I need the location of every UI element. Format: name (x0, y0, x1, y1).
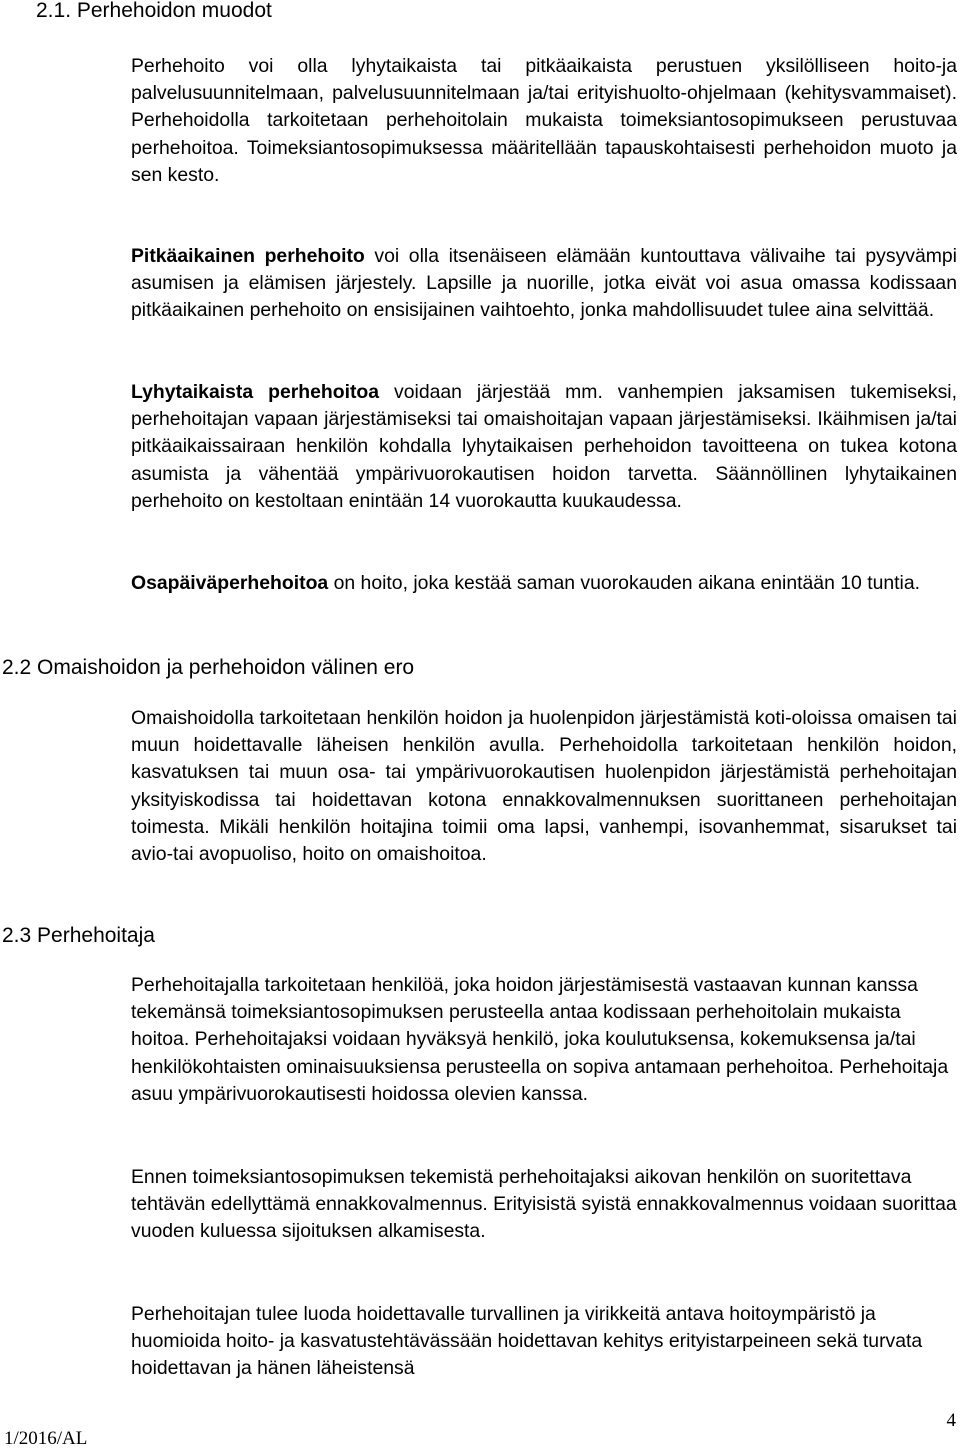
paragraph-hoitoymparisto: Perhehoitajan tulee luoda hoidettavalle turvallinen ja virikkeitä antava hoitoympäristö ja huomioida hoito- ja kasvatustehtävässään hoidettavan kehitys erityistarpeineen sekä turvata hoidettavan ja hänen läheistensä (131, 1303, 923, 1380)
term-pitkaaikainen: Pitkäaikainen perhehoito (131, 245, 365, 267)
paragraph-ennakkovalmennus: Ennen toimeksiantosopimuksen tekemistä perhehoitajaksi aikovan henkilön on suoritettava tehtävän edellyttämä ennakkovalmennus. Erityisistä syistä ennakkovalmennus voidaan suorittaa vuoden kuluessa sijoituksen alkamisesta. (131, 1166, 957, 1243)
term-lyhytaikainen: Lyhytaikaista perhehoitoa (131, 381, 380, 403)
paragraph-pitkaaikainen (131, 243, 957, 325)
section-heading-2-3: 2.3 Perhehoitaja (2, 924, 155, 947)
paragraph-omaishoito-ero: Omaishoidolla tarkoitetaan henkilön hoidon ja huolenpidon järjestämistä koti-oloissa omaisen tai muun hoidettavalle läheisen henkilön avulla. Perhehoidolla tarkoitetaan henkilön hoidon, kasvatuksen tai muun osa- tai ympärivuorokautisen huolenpidon järjestämistä perhehoitajan yksityiskodissa tai hoidettavan kotona ennakkovalmennuksen suorittaneen perhehoitajan toimesta. Mikäli henkilön hoitajina toimii oma lapsi, vanhempi, isovanhemmat, sisarukset tai avio-tai avopuoliso, hoito on omaishoitoa. (131, 707, 957, 866)
document-reference: 1/2016/AL (4, 1428, 88, 1449)
paragraph-text: voidaan järjestää mm. vanhempien jaksamisen tukemiseksi, perhehoitajan vapaan järjestämiseksi tai omaishoitajan vapaan järjestämiseksi. Ikäihmisen ja/tai pitkäaikaissairaan henkilön kohdalla lyhytaikaisen perhehoidon tavoitteena on tukea kotona asumista ja vähentää ympärivuorokautisen hoidon tarvetta. Säännöllinen lyhytaikainen perhehoito on kestoltaan enintään 14 vuorokautta kuukaudessa. (131, 381, 957, 512)
section-heading-2-1: 2.1. Perhehoidon muodot (36, 0, 272, 22)
paragraph-perhehoitaja-maaritelma: Perhehoitajalla tarkoitetaan henkilöä, joka hoidon järjestämisestä vastaavan kunnan kanssa tekemänsä toimeksiantosopimuksen perusteella antaa kodissaan perhehoitolain mukaista hoitoa. Perhehoitajaksi voidaan hyväksyä henkilö, joka koulutuksensa, kokemuksensa ja/tai henkilökohtaisten ominaisuuksiensa perusteella on sopiva antamaan perhehoitoa. Perhehoitaja asuu ympärivuorokautisesti hoidossa olevien kanssa. (131, 974, 949, 1105)
paragraph-text: on hoito, joka kestää saman vuorokauden aikana enintään 10 tuntia. (328, 572, 921, 594)
term-osapaiva: Osapäiväperhehoitoa (131, 572, 329, 594)
paragraph-osapaiva (131, 570, 957, 597)
page-number: 4 (946, 1410, 956, 1431)
paragraph-text: voi olla itsenäiseen elämään kuntouttava välivaihe tai pysyvämpi asumisen ja elämisen järjestely. Lapsille ja nuorille, jotka eivät voi asua omassa kodissaan pitkäaikainen perhehoito on ensisijainen vaihtoehto, jonka mahdollisuudet tulee aina selvittää. (131, 245, 957, 322)
paragraph-lyhytaikainen (131, 379, 957, 515)
section-heading-2-2: 2.2 Omaishoidon ja perhehoidon välinen ero (2, 656, 415, 679)
paragraph-perhehoito-intro: Perhehoito voi olla lyhytaikaista tai pitkäaikaista perustuen yksilölliseen hoito-ja palvelusuunnitelmaan, palvelusuunnitelmaan ja/tai erityishuolto-ohjelmaan (kehitysvammaiset). Perhehoidolla tarkoitetaan perhehoitolain mukaista toimeksiantosopimukseen perustuvaa perhehoitoa. Toimeksiantosopimuksessa määritellään tapauskohtaisesti perhehoidon muoto ja sen kesto. (131, 55, 957, 186)
